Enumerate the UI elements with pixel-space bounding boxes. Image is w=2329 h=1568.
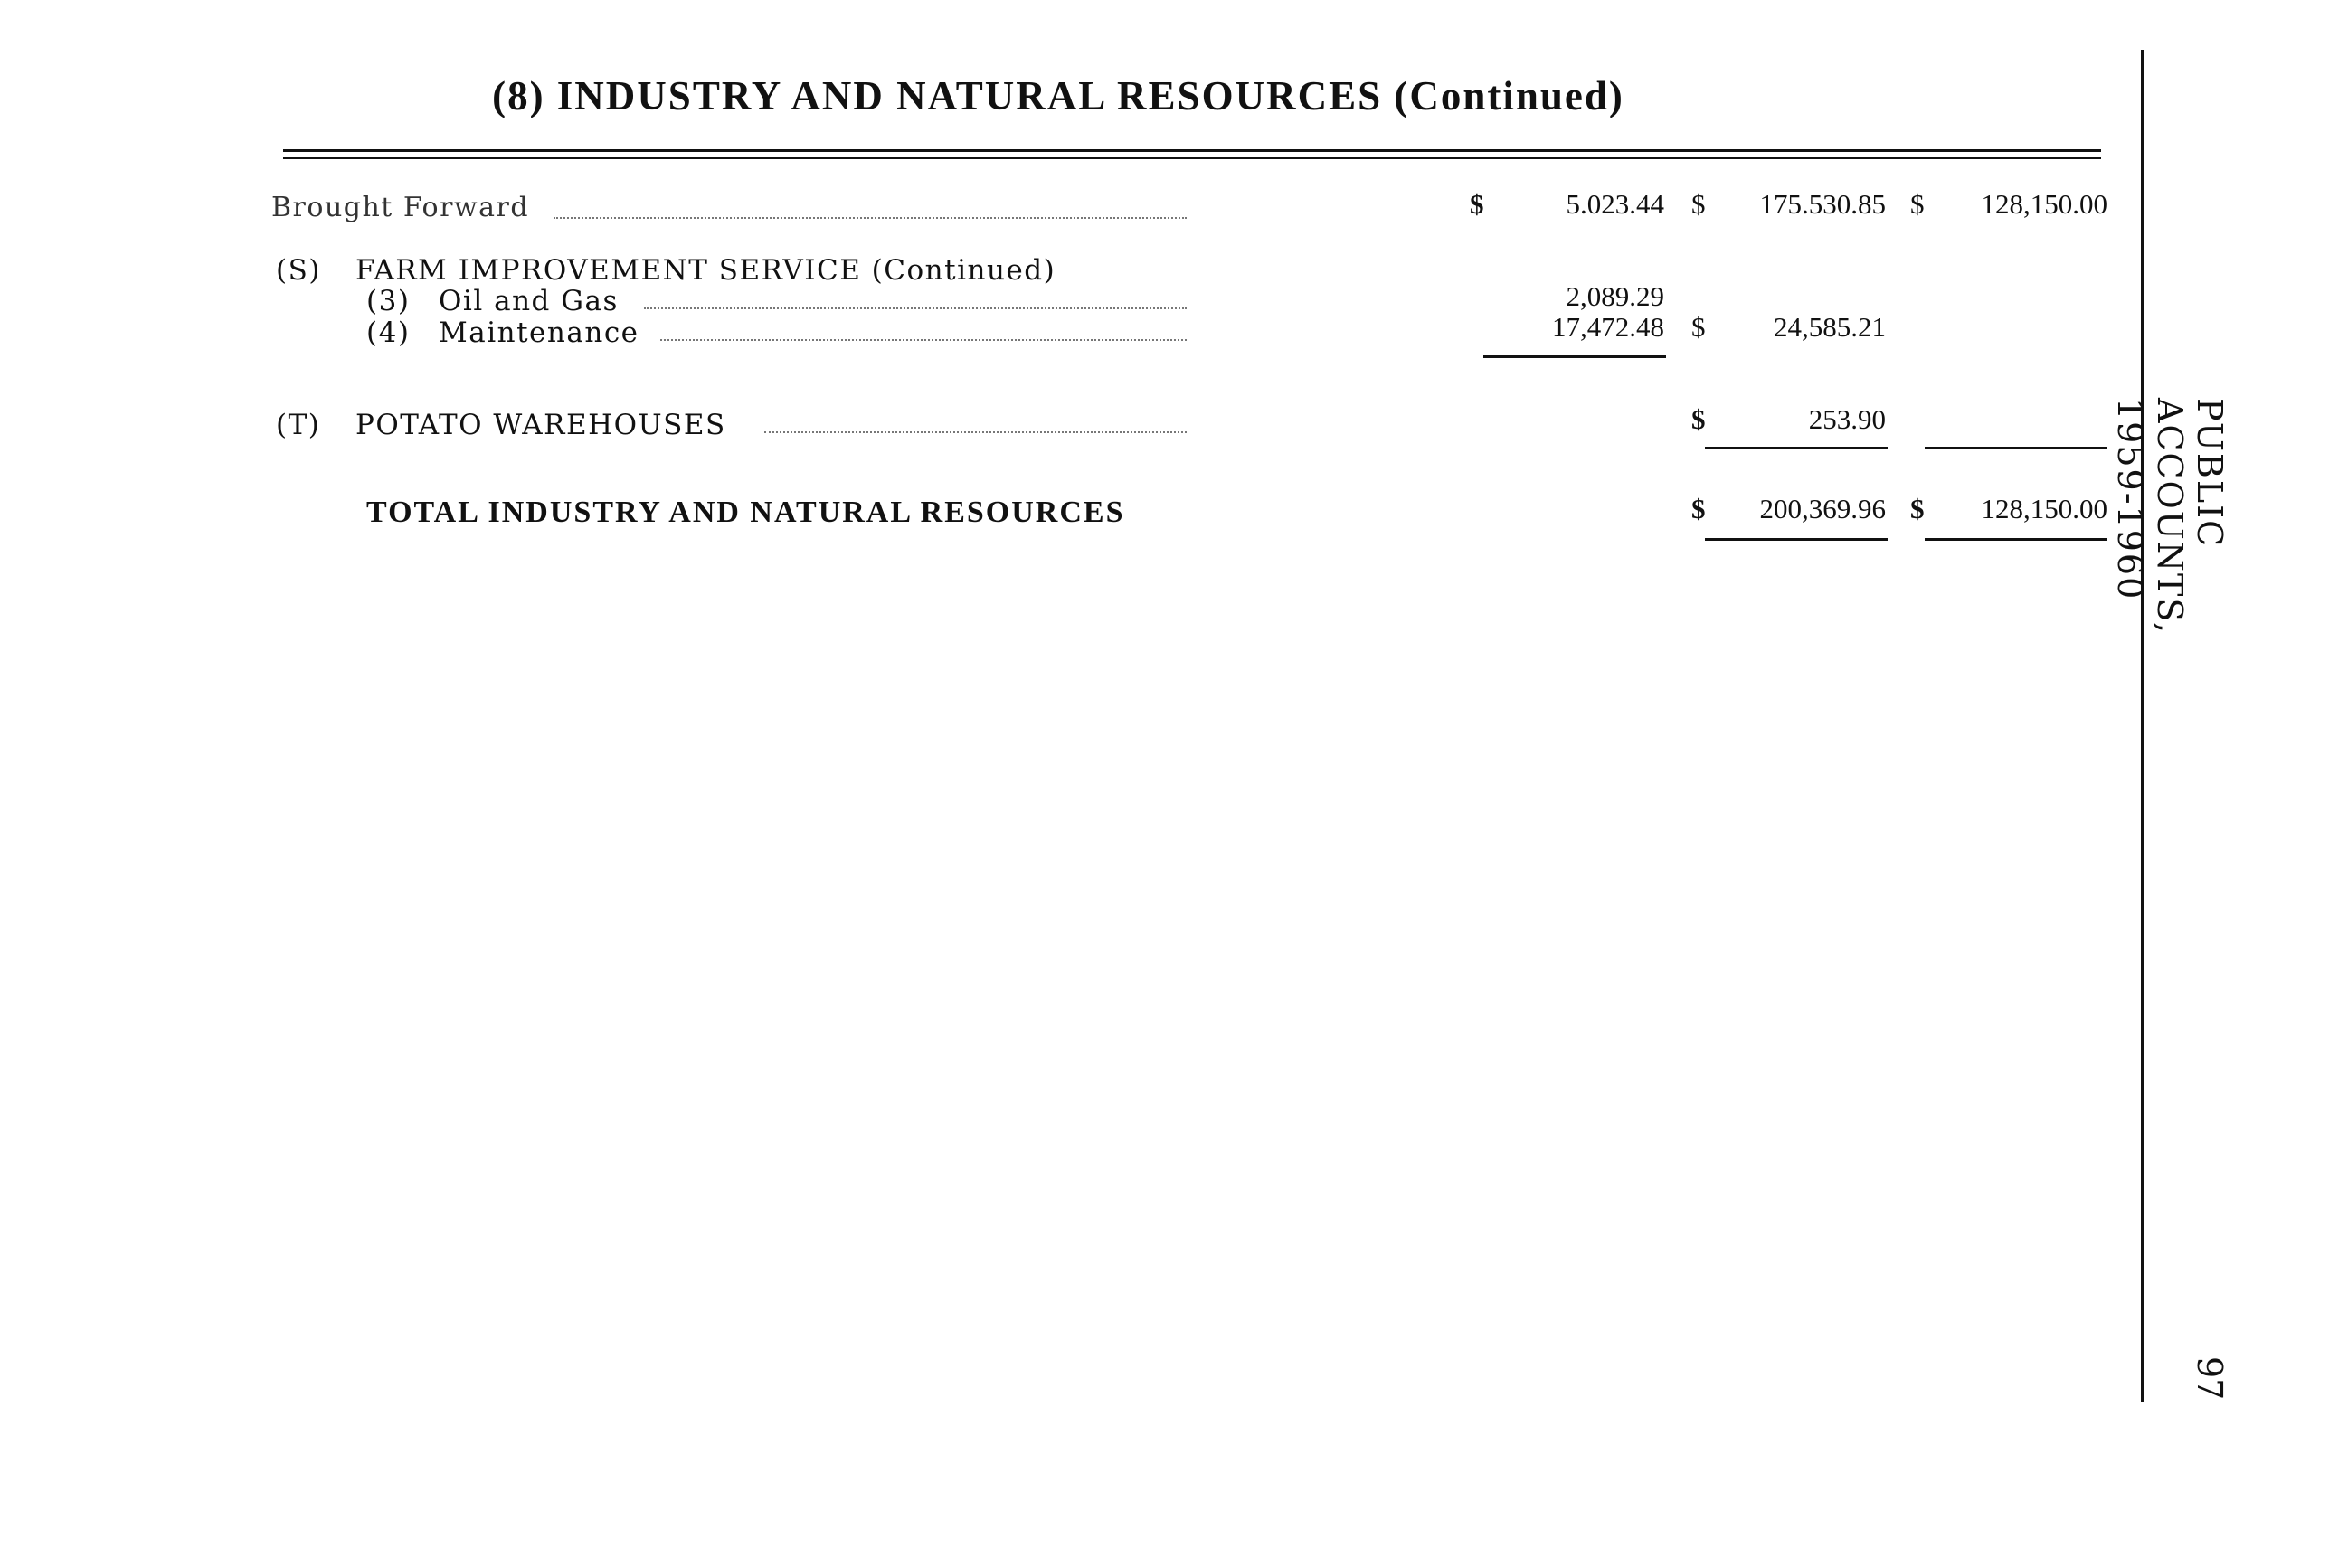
total-label: TOTAL INDUSTRY AND NATURAL RESOURCES — [366, 496, 1125, 529]
oil-gas-leader — [644, 307, 1187, 309]
oil-gas-label: Oil and Gas — [439, 285, 619, 317]
brought-forward-leader — [554, 217, 1187, 219]
oil-gas-value: 2,089.29 — [1566, 280, 1664, 312]
running-title: PUBLIC ACCOUNTS, 1959-1960 — [2110, 398, 2230, 636]
brought-forward-dollar-3: $ — [1910, 188, 1925, 220]
page-title: (8) INDUSTRY AND NATURAL RESOURCES (Continued) — [492, 73, 1624, 118]
maintenance-leader — [660, 339, 1187, 341]
potato-rule-col2 — [1705, 447, 1888, 449]
potato-leader — [764, 431, 1187, 433]
total-rule-col2 — [1705, 538, 1888, 541]
header-rule-top — [283, 149, 2101, 152]
potato-code: (T) — [276, 409, 321, 441]
potato-dollar: $ — [1691, 403, 1706, 435]
header-rule-bottom — [283, 157, 2101, 159]
total-rule-col3 — [1925, 538, 2107, 541]
farm-label: FARM IMPROVEMENT SERVICE (Continued) — [355, 254, 1056, 287]
farm-subtotal-rule — [1483, 355, 1666, 358]
maintenance-code: (4) — [366, 316, 411, 349]
farm-total-dollar: $ — [1691, 311, 1706, 343]
brought-forward-label: Brought Forward — [271, 192, 530, 223]
farm-code: (S) — [276, 254, 321, 287]
page-number: 97 — [2190, 1356, 2230, 1401]
brought-forward-value-3: 128,150.00 — [1981, 188, 2107, 220]
oil-gas-code: (3) — [366, 285, 411, 317]
total-value-2: 200,369.96 — [1759, 493, 1886, 524]
farm-total-value: 24,585.21 — [1774, 311, 1886, 343]
potato-value: 253.90 — [1808, 403, 1886, 435]
brought-forward-value-2: 175.530.85 — [1759, 188, 1886, 220]
potato-label: POTATO WAREHOUSES — [355, 409, 726, 441]
potato-rule-col3 — [1925, 447, 2107, 449]
maintenance-value: 17,472.48 — [1552, 311, 1664, 343]
total-dollar-2: $ — [1691, 493, 1706, 524]
margin-vertical-rule — [2141, 50, 2144, 1402]
total-dollar-3: $ — [1910, 493, 1925, 524]
brought-forward-value-1: 5.023.44 — [1566, 188, 1664, 220]
total-value-3: 128,150.00 — [1981, 493, 2107, 524]
maintenance-label: Maintenance — [439, 316, 639, 349]
brought-forward-dollar-1: $ — [1470, 188, 1484, 220]
brought-forward-dollar-2: $ — [1691, 188, 1706, 220]
